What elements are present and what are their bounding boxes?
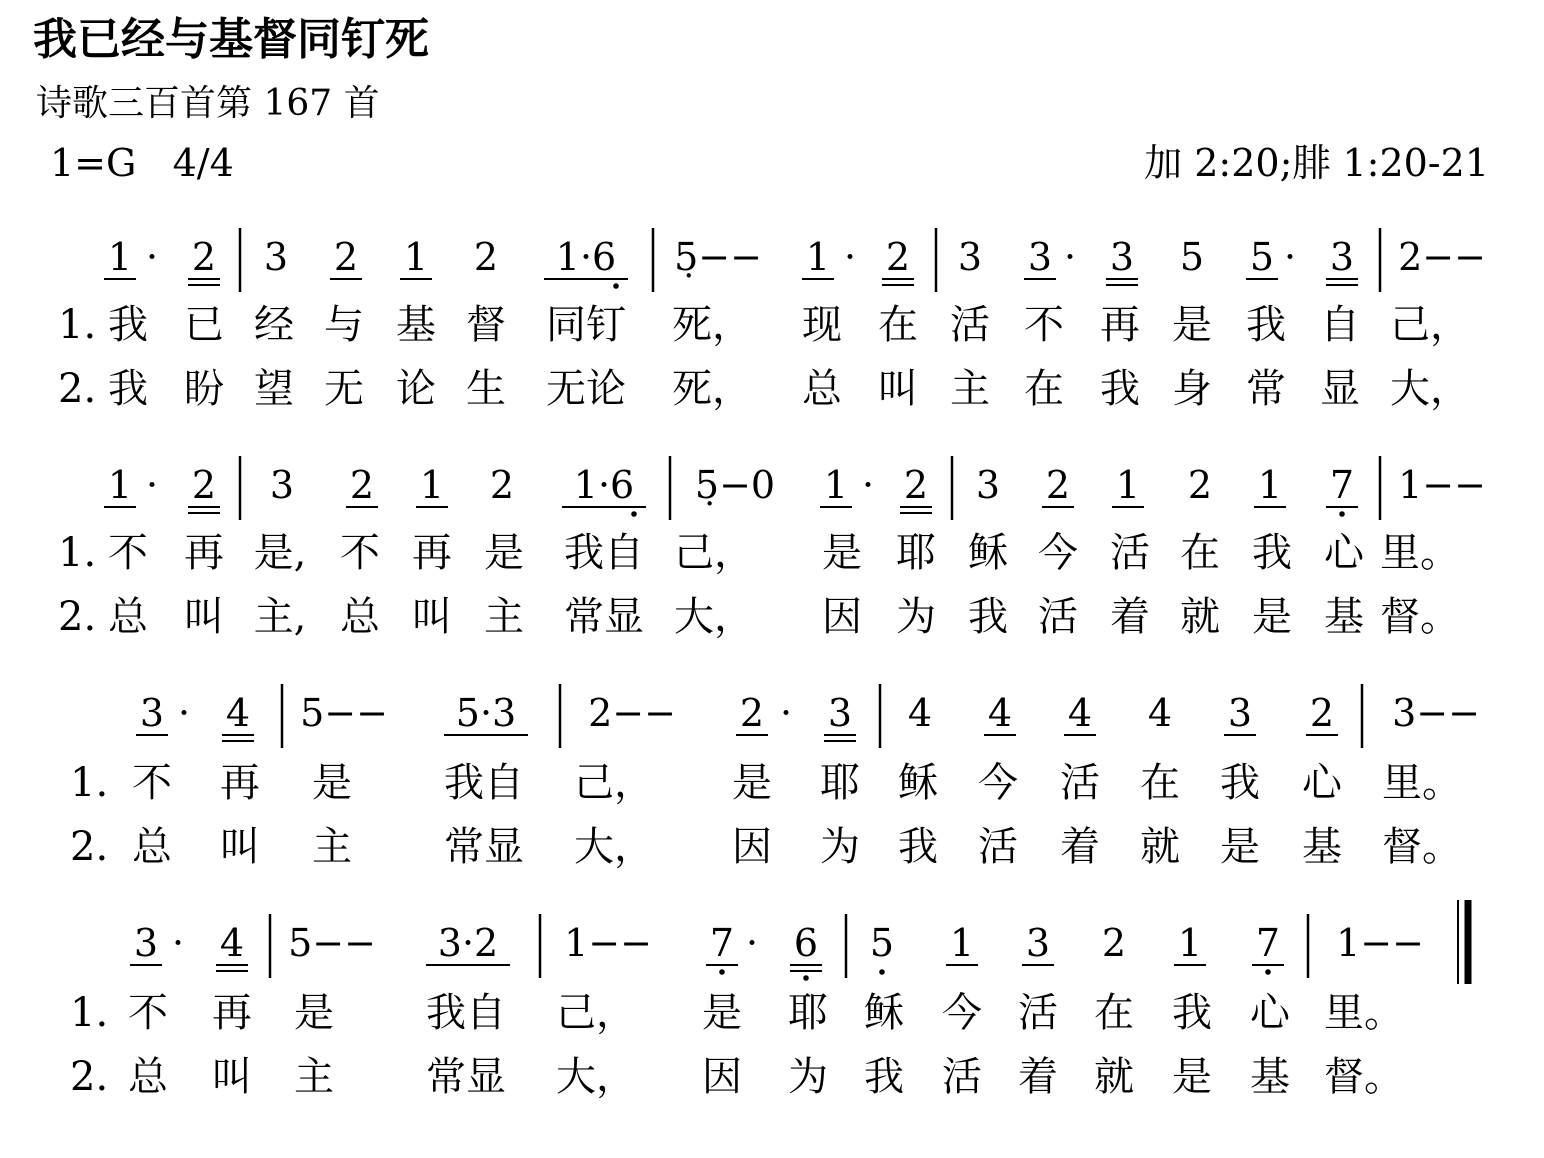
lyric-verse1: 今 bbox=[942, 990, 982, 1036]
lyric-verse1: 活 bbox=[1060, 760, 1100, 806]
octave-dot-below bbox=[719, 969, 725, 975]
lyric-verse2: 是 bbox=[1172, 1054, 1212, 1100]
lyric-verse1: 是 bbox=[732, 760, 772, 806]
note: 1 bbox=[107, 463, 133, 507]
time-signature: 4/4 bbox=[172, 141, 234, 185]
verse-number: 2. bbox=[70, 824, 109, 870]
augmentation-dot: · bbox=[843, 235, 857, 279]
lyric-verse1: 不 bbox=[1024, 302, 1064, 348]
note: 2 bbox=[1101, 921, 1127, 965]
lyric-verse1: 心 bbox=[1250, 990, 1290, 1036]
note: 5̣−− bbox=[674, 235, 762, 279]
note: 1 bbox=[805, 235, 831, 279]
lyric-verse1: 再 bbox=[212, 990, 252, 1036]
lyric-verse2: 无论 bbox=[546, 366, 626, 412]
lyric-verse2: 叫 bbox=[184, 594, 224, 640]
lyric-verse2: 望 bbox=[254, 366, 294, 412]
note: 3 bbox=[827, 691, 853, 735]
note: 2 bbox=[333, 235, 359, 279]
lyric-verse1: 己， bbox=[574, 760, 654, 806]
lyric-verse2: 我 bbox=[898, 824, 938, 870]
lyric-verse1: 在 bbox=[1094, 990, 1134, 1036]
note: 2−− bbox=[588, 691, 676, 735]
lyric-verse2: 总 bbox=[108, 594, 148, 640]
lyric-verse2: 因 bbox=[732, 824, 772, 870]
hymn-title: 我已经与基督同钉死 bbox=[33, 14, 429, 65]
augmentation-dot: · bbox=[145, 235, 159, 279]
lyric-verse2: 生 bbox=[466, 366, 506, 412]
note: 2 bbox=[349, 463, 375, 507]
note: 2 bbox=[903, 463, 929, 507]
lyric-verse1: 再 bbox=[1100, 302, 1140, 348]
lyric-verse1: 同钉 bbox=[546, 302, 626, 348]
lyric-verse1: 里。 bbox=[1324, 990, 1404, 1036]
note: 7 bbox=[1329, 463, 1355, 507]
lyric-verse2: 就 bbox=[1094, 1054, 1134, 1100]
octave-dot-below bbox=[1265, 969, 1271, 975]
lyric-verse1: 再 bbox=[220, 760, 260, 806]
lyric-verse1: 不 bbox=[340, 530, 380, 576]
note: 3 bbox=[975, 463, 1001, 507]
octave-dot-below bbox=[1339, 511, 1345, 517]
lyric-verse2: 我 bbox=[1100, 366, 1140, 412]
lyric-verse2: 无 bbox=[324, 366, 364, 412]
note: 5 bbox=[1179, 235, 1205, 279]
lyric-verse1: 督 bbox=[466, 302, 506, 348]
note: 2 bbox=[885, 235, 911, 279]
lyric-verse2: 总 bbox=[132, 824, 172, 870]
lyric-verse2: 死， bbox=[672, 366, 752, 412]
lyric-verse1: 是 bbox=[822, 530, 862, 576]
note: 3 bbox=[133, 921, 159, 965]
note: 5·3 bbox=[455, 691, 517, 735]
lyric-verse1: 自 bbox=[1320, 302, 1360, 348]
lyric-verse1: 己， bbox=[556, 990, 636, 1036]
note: 2 bbox=[739, 691, 765, 735]
augmentation-dot: · bbox=[171, 921, 185, 965]
note: 1−− bbox=[564, 921, 652, 965]
lyric-verse1: 现 bbox=[802, 302, 842, 348]
lyric-verse2: 叫 bbox=[412, 594, 452, 640]
lyric-verse2: 叫 bbox=[212, 1054, 252, 1100]
lyric-verse2: 主 bbox=[312, 824, 352, 870]
lyric-verse2: 为 bbox=[788, 1054, 828, 1100]
lyric-verse1: 耶 bbox=[896, 530, 936, 576]
octave-dot-below bbox=[803, 975, 809, 981]
lyric-verse2: 是 bbox=[1220, 824, 1260, 870]
note: 4 bbox=[225, 691, 251, 735]
verse-number: 1. bbox=[58, 302, 97, 348]
lyric-verse1: 是 bbox=[702, 990, 742, 1036]
note: 6 bbox=[793, 921, 819, 965]
lyric-verse2: 基 bbox=[1250, 1054, 1290, 1100]
lyric-verse1: 再 bbox=[184, 530, 224, 576]
note: 1−− bbox=[1336, 921, 1424, 965]
lyric-verse1: 再 bbox=[412, 530, 452, 576]
lyric-verse2: 总 bbox=[802, 366, 842, 412]
lyric-verse1: 在 bbox=[1140, 760, 1180, 806]
octave-dot-below bbox=[613, 283, 619, 289]
lyric-verse1: 心 bbox=[1324, 530, 1364, 576]
note: 7 bbox=[1255, 921, 1281, 965]
lyric-verse2: 就 bbox=[1140, 824, 1180, 870]
note: 1−− bbox=[1398, 463, 1486, 507]
lyric-verse1: 基 bbox=[396, 302, 436, 348]
note: 7 bbox=[709, 921, 735, 965]
lyric-verse2: 论 bbox=[396, 366, 436, 412]
lyric-verse2: 显 bbox=[1320, 366, 1360, 412]
note: 3 bbox=[139, 691, 165, 735]
note: 2 bbox=[1309, 691, 1335, 735]
lyric-verse2: 总 bbox=[128, 1054, 168, 1100]
lyric-verse2: 督。 bbox=[1380, 594, 1460, 640]
note: 2 bbox=[1045, 463, 1071, 507]
lyric-verse2: 常显 bbox=[564, 594, 644, 640]
note: 3 bbox=[263, 235, 289, 279]
lyric-verse2: 督。 bbox=[1324, 1054, 1404, 1100]
note: 3 bbox=[1227, 691, 1253, 735]
hymn-subtitle: 诗歌三百首第 167 首 bbox=[36, 83, 380, 124]
note: 1·6 bbox=[555, 235, 617, 279]
lyric-verse2: 因 bbox=[822, 594, 862, 640]
lyric-verse2: 叫 bbox=[878, 366, 918, 412]
note: 3 bbox=[269, 463, 295, 507]
lyric-verse2: 叫 bbox=[220, 824, 260, 870]
note: 5−− bbox=[300, 691, 388, 735]
lyric-verse1: 心 bbox=[1302, 760, 1342, 806]
note: 2 bbox=[191, 235, 217, 279]
note: 1 bbox=[419, 463, 445, 507]
lyric-verse2: 主 bbox=[484, 594, 524, 640]
lyric-verse2: 在 bbox=[1024, 366, 1064, 412]
lyric-verse1: 我自 bbox=[426, 990, 506, 1036]
note: 1 bbox=[403, 235, 429, 279]
lyric-verse2: 因 bbox=[702, 1054, 742, 1100]
lyric-verse1: 耶 bbox=[820, 760, 860, 806]
verse-number: 1. bbox=[70, 990, 109, 1036]
note: 1 bbox=[1115, 463, 1141, 507]
verse-number: 1. bbox=[70, 760, 109, 806]
lyric-verse1: 我 bbox=[1220, 760, 1260, 806]
note: 3 bbox=[1109, 235, 1135, 279]
lyric-verse1: 活 bbox=[1110, 530, 1150, 576]
note: 4 bbox=[1067, 691, 1093, 735]
lyric-verse1: 我 bbox=[1246, 302, 1286, 348]
lyric-verse2: 着 bbox=[1018, 1054, 1058, 1100]
note: 3−− bbox=[1392, 691, 1480, 735]
lyric-verse2: 活 bbox=[978, 824, 1018, 870]
note: 5 bbox=[869, 921, 895, 965]
lyric-verse2: 活 bbox=[1038, 594, 1078, 640]
lyric-verse2: 常显 bbox=[426, 1054, 506, 1100]
note: 2 bbox=[473, 235, 499, 279]
lyric-verse2: 活 bbox=[942, 1054, 982, 1100]
lyric-verse1: 是 bbox=[1172, 302, 1212, 348]
lyric-verse1: 己， bbox=[674, 530, 754, 576]
verse-number: 2. bbox=[58, 366, 97, 412]
note: 1 bbox=[107, 235, 133, 279]
lyric-verse2: 大， bbox=[574, 824, 654, 870]
note: 2 bbox=[1187, 463, 1213, 507]
lyric-verse1: 我自 bbox=[564, 530, 644, 576]
lyric-verse1: 耶 bbox=[788, 990, 828, 1036]
lyric-verse2: 我 bbox=[108, 366, 148, 412]
lyric-verse2: 大， bbox=[1390, 366, 1470, 412]
lyric-verse2: 常显 bbox=[444, 824, 524, 870]
note: 1 bbox=[949, 921, 975, 965]
lyric-verse2: 总 bbox=[340, 594, 380, 640]
octave-dot-below bbox=[879, 969, 885, 975]
lyric-verse1: 是 bbox=[294, 990, 334, 1036]
lyric-verse1: 今 bbox=[978, 760, 1018, 806]
note: 4 bbox=[1147, 691, 1173, 735]
lyric-verse1: 稣 bbox=[864, 990, 904, 1036]
lyric-verse2: 主 bbox=[294, 1054, 334, 1100]
lyric-verse1: 活 bbox=[950, 302, 990, 348]
lyric-verse1: 活 bbox=[1018, 990, 1058, 1036]
note: 3 bbox=[1025, 921, 1051, 965]
lyric-verse1: 我 bbox=[1252, 530, 1292, 576]
note: 5−− bbox=[288, 921, 376, 965]
lyric-verse2: 我 bbox=[968, 594, 1008, 640]
lyric-verse1: 我 bbox=[1172, 990, 1212, 1036]
lyric-verse1: 在 bbox=[1180, 530, 1220, 576]
note: 2 bbox=[191, 463, 217, 507]
key-signature: 1=G bbox=[50, 141, 137, 185]
lyric-verse2: 常 bbox=[1246, 366, 1286, 412]
lyric-verse1: 是 bbox=[312, 760, 352, 806]
lyric-verse2: 主, bbox=[253, 594, 307, 640]
lyric-verse1: 已 bbox=[184, 302, 224, 348]
lyric-verse2: 大， bbox=[674, 594, 754, 640]
note: 2−− bbox=[1398, 235, 1486, 279]
lyric-verse2: 为 bbox=[896, 594, 936, 640]
note: 4 bbox=[907, 691, 933, 735]
lyric-verse1: 稣 bbox=[898, 760, 938, 806]
lyric-verse1: 里。 bbox=[1382, 760, 1462, 806]
lyric-verse1: 里。 bbox=[1380, 530, 1460, 576]
augmentation-dot: · bbox=[1063, 235, 1077, 279]
note: 4 bbox=[219, 921, 245, 965]
lyric-verse1: 与 bbox=[324, 302, 364, 348]
lyric-verse2: 督。 bbox=[1382, 824, 1462, 870]
lyric-verse2: 基 bbox=[1302, 824, 1342, 870]
lyric-verse1: 今 bbox=[1038, 530, 1078, 576]
lyric-verse2: 为 bbox=[820, 824, 860, 870]
lyric-verse1: 我自 bbox=[444, 760, 524, 806]
lyric-verse1: 稣 bbox=[968, 530, 1008, 576]
augmentation-dot: · bbox=[177, 691, 191, 735]
lyric-verse2: 就 bbox=[1180, 594, 1220, 640]
note: 2 bbox=[489, 463, 515, 507]
note: 5̣−0 bbox=[694, 463, 776, 507]
lyric-verse2: 着 bbox=[1110, 594, 1150, 640]
augmentation-dot: · bbox=[861, 463, 875, 507]
verse-number: 2. bbox=[58, 594, 97, 640]
augmentation-dot: · bbox=[779, 691, 793, 735]
augmentation-dot: · bbox=[745, 921, 759, 965]
lyric-verse2: 我 bbox=[864, 1054, 904, 1100]
note: 3·2 bbox=[437, 921, 499, 965]
note: 3 bbox=[1329, 235, 1355, 279]
note: 1·6 bbox=[573, 463, 635, 507]
lyric-verse1: 己， bbox=[1390, 302, 1470, 348]
scripture-reference: 加 2:20;腓 1:20-21 bbox=[1144, 141, 1489, 185]
note: 1 bbox=[823, 463, 849, 507]
lyric-verse1: 我 bbox=[108, 302, 148, 348]
augmentation-dot: · bbox=[1283, 235, 1297, 279]
note: 1 bbox=[1177, 921, 1203, 965]
octave-dot-below bbox=[631, 511, 637, 517]
lyric-verse2: 基 bbox=[1324, 594, 1364, 640]
lyric-verse2: 大， bbox=[556, 1054, 636, 1100]
lyric-verse1: 不 bbox=[128, 990, 168, 1036]
lyric-verse2: 主 bbox=[950, 366, 990, 412]
note: 3 bbox=[1027, 235, 1053, 279]
verse-number: 2. bbox=[70, 1054, 109, 1100]
lyric-verse2: 盼 bbox=[184, 366, 224, 412]
lyric-verse1: 不 bbox=[108, 530, 148, 576]
note: 1 bbox=[1257, 463, 1283, 507]
lyric-verse2: 身 bbox=[1172, 366, 1212, 412]
lyric-verse1: 死， bbox=[672, 302, 752, 348]
augmentation-dot: · bbox=[145, 463, 159, 507]
lyric-verse1: 是 bbox=[484, 530, 524, 576]
lyric-verse1: 在 bbox=[878, 302, 918, 348]
lyric-verse2: 着 bbox=[1060, 824, 1100, 870]
lyric-verse1: 是, bbox=[253, 530, 307, 576]
lyric-verse1: 经 bbox=[254, 302, 294, 348]
note: 4 bbox=[987, 691, 1013, 735]
lyric-verse2: 是 bbox=[1252, 594, 1292, 640]
lyric-verse1: 不 bbox=[132, 760, 172, 806]
note: 5 bbox=[1249, 235, 1275, 279]
note: 3 bbox=[957, 235, 983, 279]
verse-number: 1. bbox=[58, 530, 97, 576]
